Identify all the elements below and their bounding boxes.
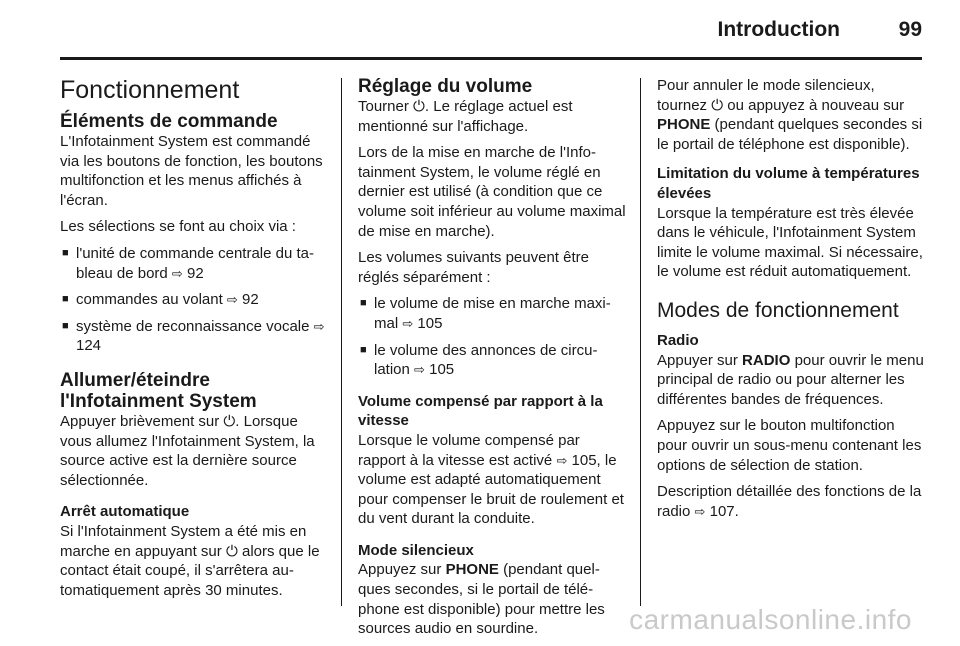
list-item: ■ système de reconnaissance vocale ⇨ 124 xyxy=(62,317,325,355)
column-1 xyxy=(60,76,326,607)
heading-temperature-limit: Limitation du volume à températures élevées xyxy=(657,165,920,202)
heading-mute: Mode silencieux xyxy=(358,541,474,559)
power-knob-icon: ⏻ xyxy=(711,96,724,114)
bullet-list xyxy=(358,294,626,379)
bullet-icon: ■ xyxy=(62,246,69,259)
page-ref-arrow-icon: ⇨ xyxy=(414,362,425,378)
paragraph: Description détaillée des fonctions de la radio ⇨ 107. xyxy=(657,483,922,520)
column-3 xyxy=(657,76,925,528)
heading-power: Allumer/éteindre l'Infotainment System xyxy=(60,369,257,412)
list-item: ■ le volume de mise en marche maximal ⇨ 105 xyxy=(360,295,611,332)
paragraph: Si l'Infotainment System a été mis en marche en appuyant sur ⏻ alors que le contact était coupé, il s'arrêtera automatiquement après 30 minutes. xyxy=(60,522,320,599)
page-number: 99 xyxy=(898,18,922,41)
column-2 xyxy=(358,76,626,646)
list-item: ■ l'unité de commande centrale du tableau de bord ⇨ 92 xyxy=(62,244,315,282)
power-knob-icon: ⏻ xyxy=(223,412,236,430)
heading-modes: Modes de fonctionnement xyxy=(657,298,899,322)
heading-speed-volume: Volume compensé par rapport à la vitesse xyxy=(358,392,603,430)
section-title: Fonctionnement xyxy=(60,76,240,104)
radio-button-label: RADIO xyxy=(742,351,791,369)
bullet-list xyxy=(60,244,326,356)
page-ref[interactable]: 105 xyxy=(429,361,455,379)
paragraph: Appuyer brièvement sur ⏻. Lorsque vous allumez l'Infotainment System, la source active est la dernière source sélectionnée. xyxy=(60,412,315,489)
page-ref[interactable]: 124 xyxy=(76,337,102,355)
header-rule xyxy=(60,57,922,60)
heading-volume: Réglage du volume xyxy=(358,76,533,97)
page-ref-arrow-icon: ⇨ xyxy=(171,265,183,281)
paragraph: Pour annuler le mode silencieux, tournez ⏻ ou appuyez à nouveau sur PHONE (pendant quelques secondes si le portail de téléphone est disponible). xyxy=(657,77,923,153)
page-ref[interactable]: 107. xyxy=(709,502,739,520)
page-ref[interactable]: 92 xyxy=(242,291,259,309)
bullet-icon: ■ xyxy=(360,297,367,310)
paragraph: Appuyer sur RADIO pour ouvrir le menu principal de radio ou pour alterner les différentes bandes de fréquences. xyxy=(657,351,924,408)
paragraph: Les sélections se font au choix via : xyxy=(60,218,296,236)
page-ref[interactable]: 92 xyxy=(187,264,204,282)
page-ref[interactable]: 105 xyxy=(417,314,443,332)
bullet-icon: ■ xyxy=(360,343,367,356)
paragraph: Lorsque le volume compensé par rapport à la vitesse est activé ⇨ 105, le volume est adapté automatiquement pour compenser le bruit de roulement et du vent durant la conduite. xyxy=(358,431,624,528)
phone-button-label: PHONE xyxy=(657,116,711,134)
heading-auto-off: Arrêt automatique xyxy=(60,503,190,521)
column-divider xyxy=(640,78,641,606)
page-ref-arrow-icon: ⇨ xyxy=(313,318,325,334)
page-ref-arrow-icon: ⇨ xyxy=(694,503,706,519)
phone-button-label: PHONE xyxy=(445,561,499,579)
paragraph: L'Infotainment System est commandé via les boutons de fonction, les boutons multifonction et les menus affichés à l'écran. xyxy=(60,133,323,209)
watermark: carmanualsonline.info xyxy=(629,604,912,635)
list-item: ■ le volume des annonces de circulation ⇨ 105 xyxy=(360,341,598,379)
heading-radio: Radio xyxy=(657,331,699,349)
list-item: ■ commandes au volant ⇨ 92 xyxy=(62,291,259,309)
power-knob-icon: ⏻ xyxy=(413,98,425,115)
paragraph: Appuyez sur le bouton multifonction pour ouvrir un sous-menu contenant les options de sélection de station. xyxy=(657,417,922,474)
paragraph: Lors de la mise en marche de l'Infotainment System, le volume réglé en dernier est utilisé (à condition que ce volume soit inférieur au volume maximal de mise en marche). xyxy=(358,144,626,240)
bullet-icon: ■ xyxy=(62,293,69,306)
paragraph: Appuyez sur PHONE (pendant quelques secondes, si le portail de téléphone est disponible) pour mettre les sources audio en sourdine. xyxy=(358,561,605,638)
page-ref-arrow-icon: ⇨ xyxy=(226,292,238,308)
header-title: Introduction xyxy=(717,18,840,41)
paragraph: Lorsque la température est très élevée dans le véhicule, l'Infotainment System limite le volume maximal. Si nécessaire, le volume est réduit automatiquement. xyxy=(657,204,923,281)
column-divider xyxy=(341,78,342,606)
page-ref-arrow-icon: ⇨ xyxy=(402,315,414,331)
bullet-icon: ■ xyxy=(62,319,69,332)
page-ref-arrow-icon: ⇨ xyxy=(556,452,568,468)
power-knob-icon: ⏻ xyxy=(225,542,238,560)
paragraph: Les volumes suivants peuvent être réglés séparément : xyxy=(358,249,589,286)
page-ref[interactable]: 105 xyxy=(571,451,597,469)
paragraph: Tourner ⏻. Le réglage actuel est mentionné sur l'affichage. xyxy=(358,98,573,135)
heading-controls: Éléments de commande xyxy=(60,111,278,132)
